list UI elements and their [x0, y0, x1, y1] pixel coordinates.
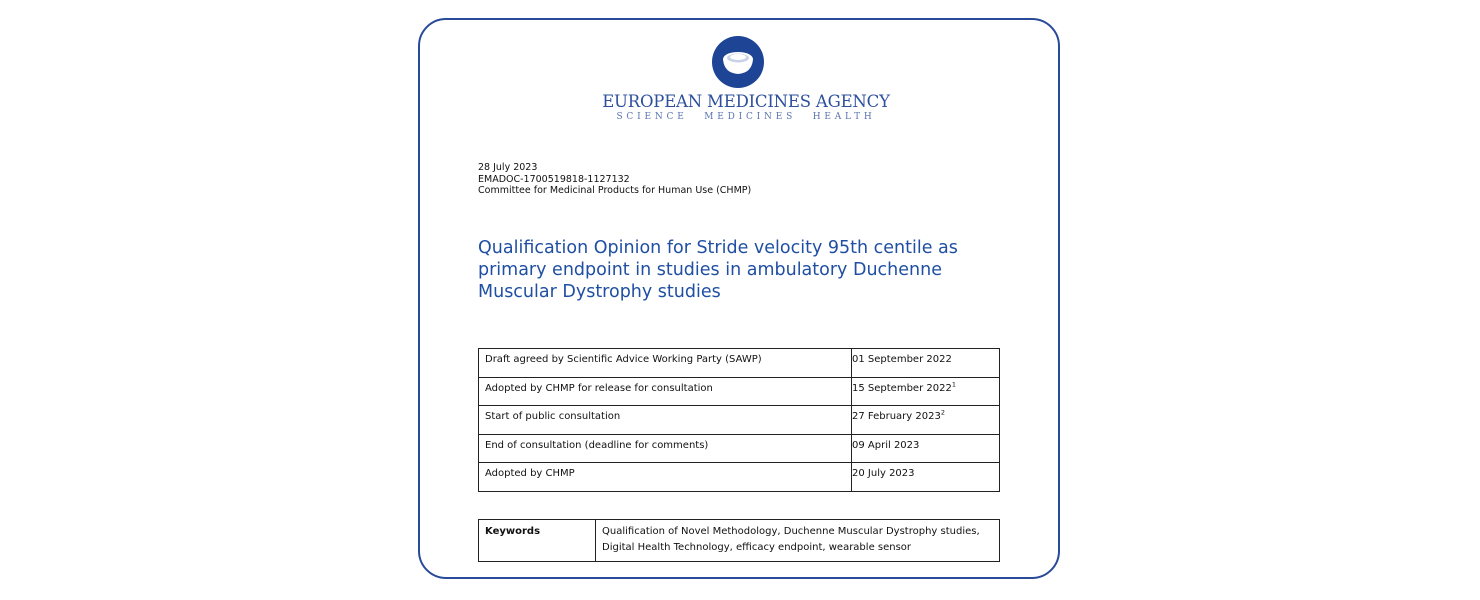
- timeline-date-text: 27 February 2023: [852, 411, 941, 423]
- timeline-label: Start of public consultation: [479, 406, 852, 435]
- timeline-row: [479, 463, 1000, 492]
- timeline-date: [852, 377, 1000, 406]
- agency-name: EUROPEAN MEDICINES AGENCY: [602, 92, 890, 111]
- timeline-date-text: 09 April 2023: [852, 439, 920, 451]
- timeline-row: [479, 349, 1000, 378]
- keywords-table: [478, 519, 1000, 562]
- timeline-label: Draft agreed by Scientific Advice Working Party (SAWP): [479, 349, 852, 378]
- keywords-value: Qualification of Novel Methodology, Duchenne Muscular Dystrophy studies, Digital Health Technology, efficacy endpoint, wearable sensor: [596, 520, 1000, 562]
- timeline-label: Adopted by CHMP: [479, 463, 852, 492]
- timeline-table: [478, 348, 1000, 492]
- timeline-date: [852, 434, 1000, 463]
- footnote-marker[interactable]: 2: [940, 408, 945, 417]
- timeline-date: [852, 349, 1000, 378]
- timeline-date: [852, 463, 1000, 492]
- timeline-date-text: 20 July 2023: [852, 468, 915, 480]
- timeline-row: [479, 434, 1000, 463]
- document-committee: Committee for Medicinal Products for Human Use (CHMP): [478, 185, 752, 196]
- document-reference: EMADOC-1700519818-1127132: [478, 173, 630, 185]
- timeline-row: [479, 377, 1000, 406]
- ema-emblem-icon: [712, 36, 764, 88]
- timeline-label: End of consultation (deadline for comments): [479, 434, 852, 463]
- document-meta: [478, 162, 751, 197]
- timeline-date: [852, 406, 1000, 435]
- keywords-label: Keywords: [479, 520, 596, 562]
- timeline-row: [479, 406, 1000, 435]
- document-page: [418, 18, 1060, 579]
- timeline-date-text: 01 September 2022: [852, 354, 952, 365]
- agency-tagline: SCIENCE MEDICINES HEALTH: [616, 112, 876, 122]
- document-date: 28 July 2023: [478, 162, 538, 173]
- footnote-marker[interactable]: 1: [951, 380, 956, 389]
- timeline-date-text: 15 September 2022: [852, 382, 952, 394]
- keywords-row: [479, 520, 1000, 562]
- timeline-label: Adopted by CHMP for release for consultation: [479, 377, 852, 406]
- document-title: Qualification Opinion for Stride velocity 95th centile as primary endpoint in studies in ambulatory Duchenne Muscular Dystrophy studies: [478, 238, 958, 302]
